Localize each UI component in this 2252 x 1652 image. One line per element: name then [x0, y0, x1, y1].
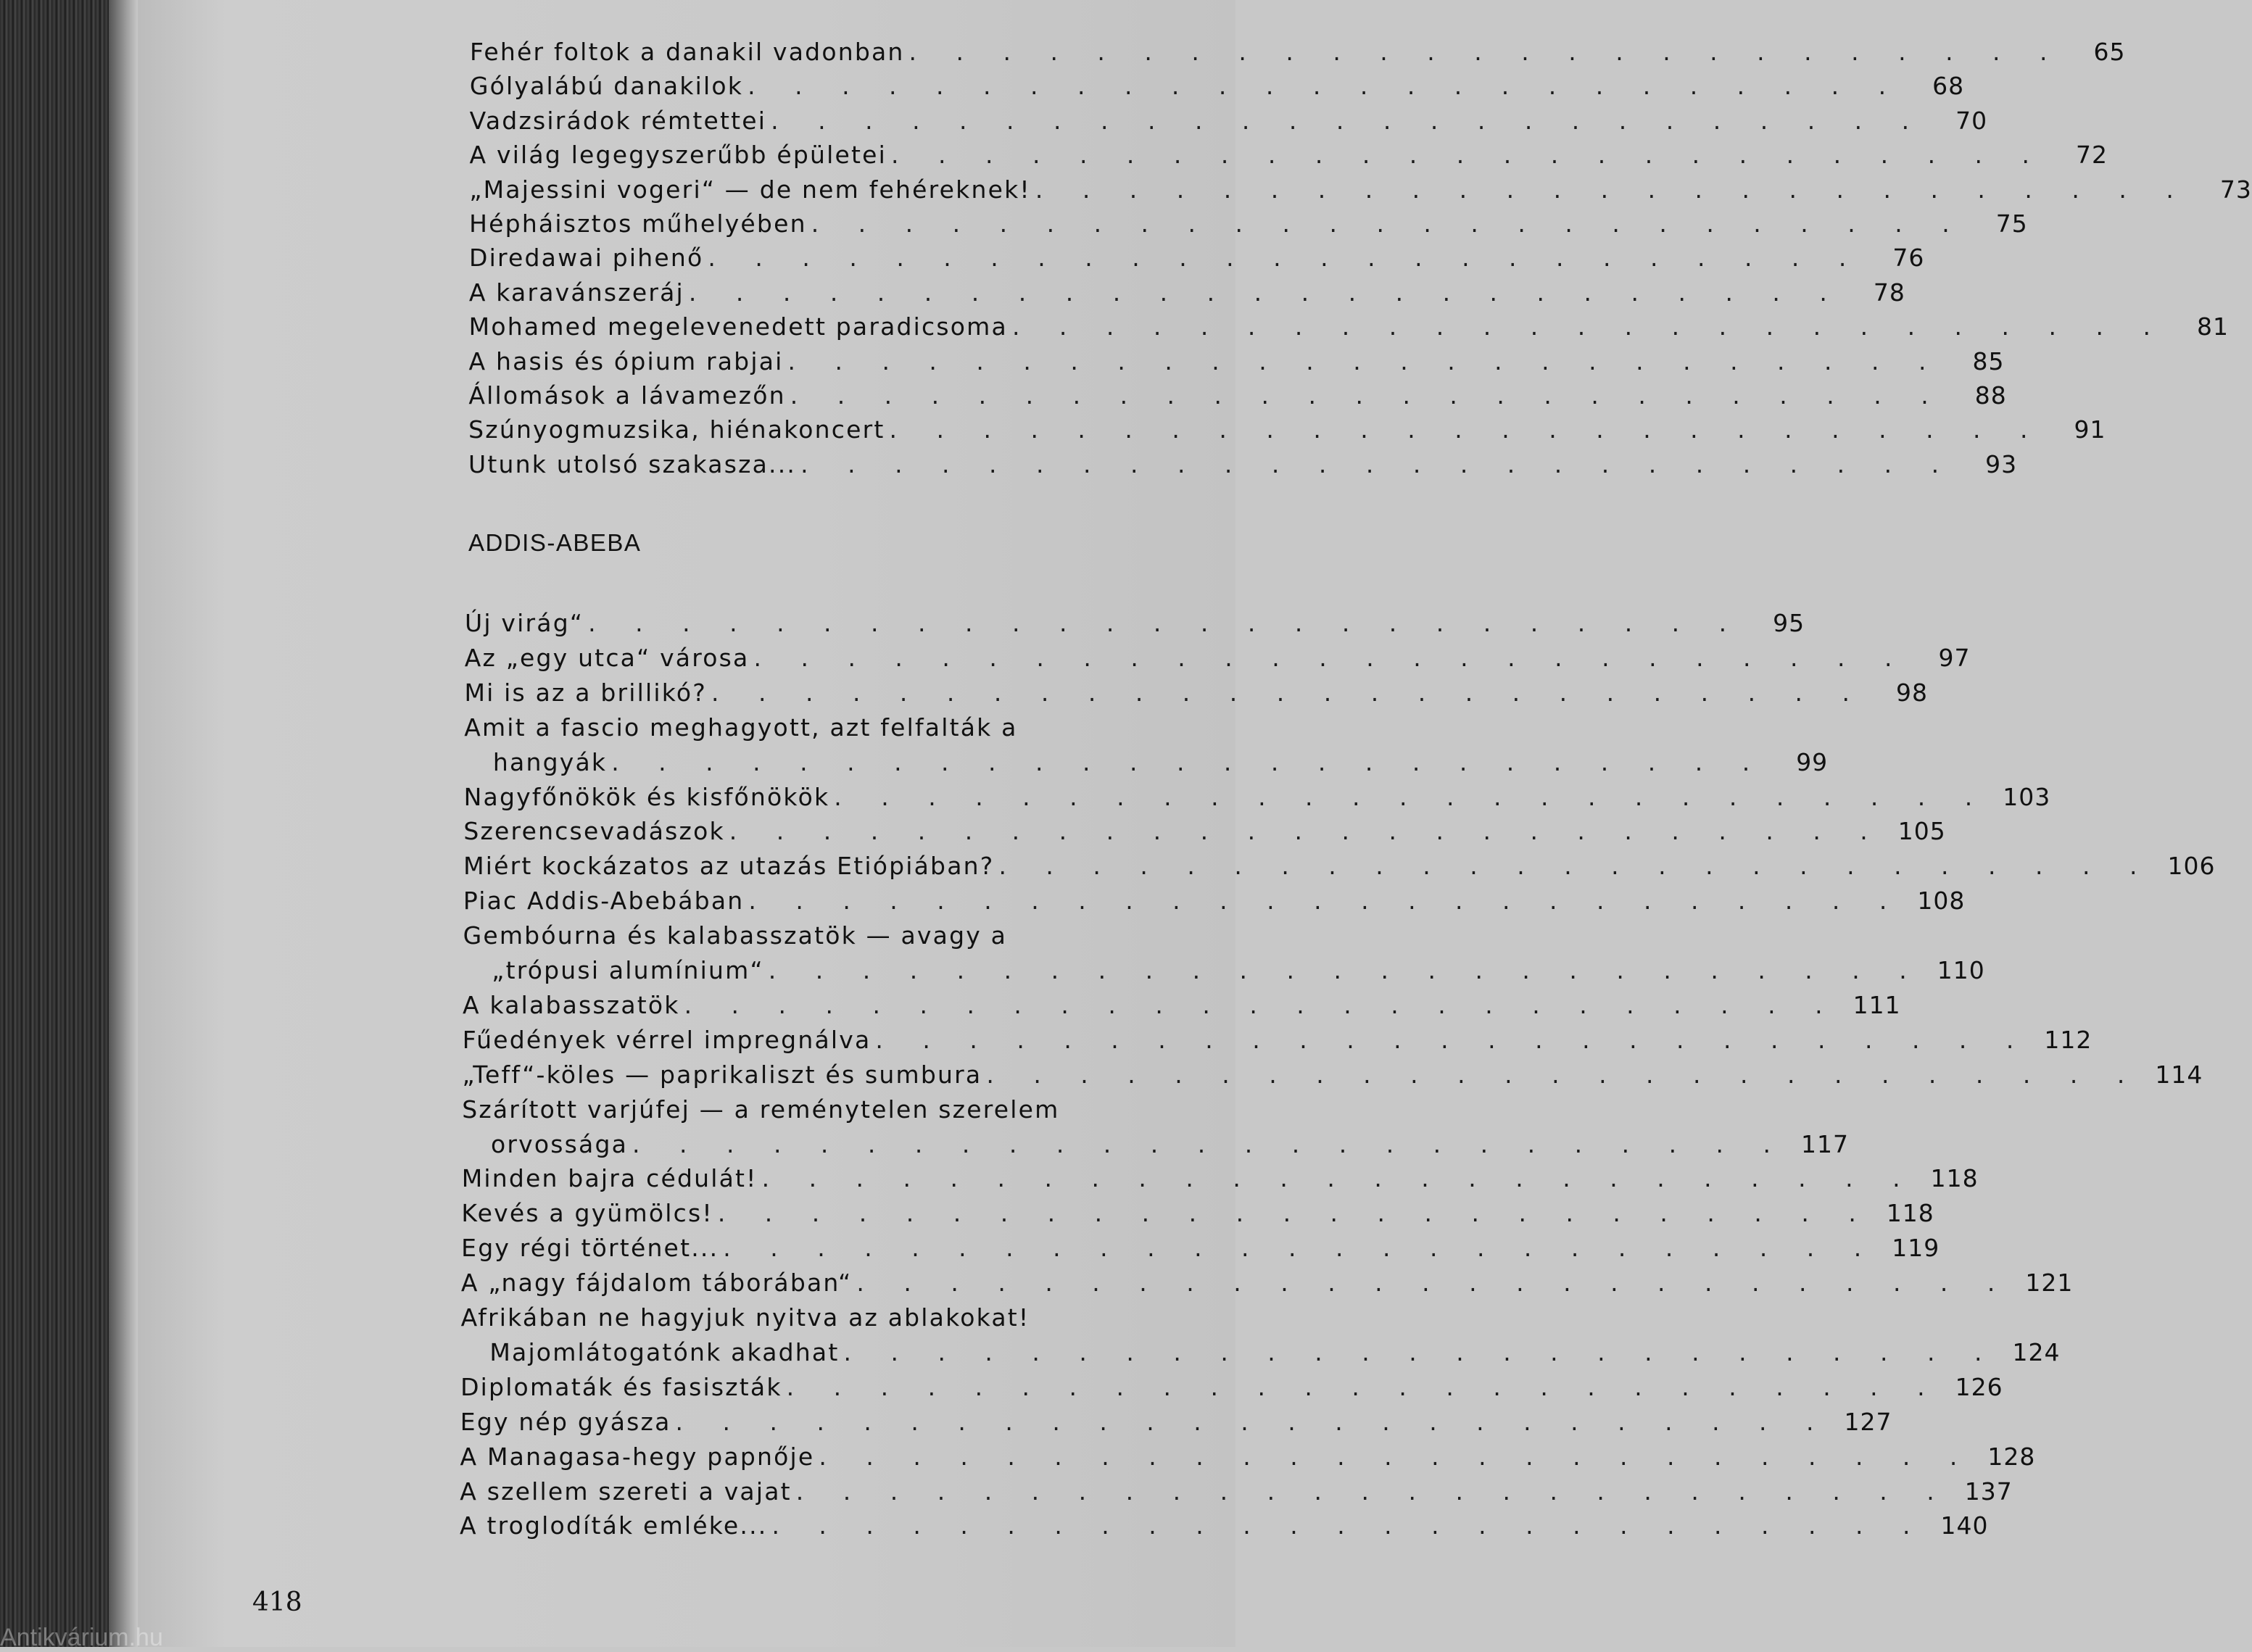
- toc-entry-page: 95: [1773, 609, 1805, 637]
- toc-entry-title: A karavánszeráj: [468, 278, 684, 307]
- toc-entry: [463, 817, 1946, 852]
- toc-entry-page: 117: [1801, 1129, 1850, 1158]
- toc-entry-page: 97: [1938, 643, 1971, 672]
- toc-entry: [470, 38, 2126, 72]
- toc-entry-title: Gembóurna és kalabasszatök — avagy a: [463, 921, 1008, 950]
- dot-leader: . . . . . . . . . . . . . . . . . . . . . . . . .: [889, 415, 2044, 444]
- toc-entry: [468, 449, 2018, 485]
- toc-entry-title: „Majessini vogeri“ — de nem fehéreknek!: [469, 175, 1031, 204]
- toc-entry-title: Utunk utolsó szakasza...: [468, 449, 797, 478]
- dot-leader: . . . . . . . . . . . . . . . . . . . . . . . . .: [632, 1129, 1787, 1158]
- dot-leader: . . . . . . . . . . . . . . . . . . . . . . . . .: [800, 449, 1955, 478]
- toc-entry: [461, 1199, 1934, 1234]
- dot-leader: . . . . . . . . . . . . . . . . . . . . . . . . .: [908, 38, 2063, 66]
- toc-entry-page: 76: [1892, 244, 1925, 273]
- dot-leader: . . . . . . . . . . . . . . . . . . . . . . . . .: [761, 1164, 1916, 1193]
- dot-leader: . . . . . . . . . . . . . . . . . . . . . . . . .: [875, 1025, 2030, 1054]
- watermark-text: Antikvárium.hu: [0, 1624, 163, 1651]
- toc-entry: [462, 1025, 2092, 1060]
- toc-entry: [463, 990, 1901, 1026]
- toc-entry-page: 103: [2003, 782, 2051, 811]
- toc-entry-page: 81: [2196, 312, 2229, 341]
- dot-leader: . . . . . . . . . . . . . . . . . . . . . . . . .: [787, 346, 1942, 375]
- toc-entry: [460, 1511, 1989, 1546]
- toc-entry-title: A Managasa-hegy papnője: [460, 1442, 815, 1471]
- toc-entry: [468, 381, 2007, 416]
- toc-entry-title: Vadzsirádok rémtettei: [469, 106, 767, 135]
- dot-leader: . . . . . . . . . . . . . . . . . . . . . . . . .: [891, 141, 2046, 170]
- dot-leader: . . . . . . . . . . . . . . . . . . . . . . . . .: [843, 1337, 1998, 1366]
- toc-entry-title: Fűedények vérrel impregnálva: [462, 1025, 872, 1054]
- toc-entry: [468, 346, 2005, 382]
- toc-entry-page: 68: [1932, 72, 1965, 101]
- dot-leader: . . . . . . . . . . . . . . . . . . . . . . . . .: [717, 1199, 1872, 1228]
- dot-leader: . . . . . . . . . . . . . . . . . . . . . . . . .: [753, 643, 1908, 672]
- toc-entry-page: 73: [2219, 175, 2252, 204]
- toc-entry: [460, 1269, 2074, 1303]
- toc-entry-title: Szárított varjúfej — a reménytelen szerelem: [462, 1095, 1060, 1124]
- toc-entry: [469, 175, 2252, 210]
- toc-entry-page: 70: [1955, 106, 1988, 135]
- toc-entry-title: Mi is az a brillikó?: [464, 678, 708, 707]
- toc-entry-page: 118: [1886, 1199, 1934, 1228]
- toc-entry-title: Piac Addis-Abebában: [463, 887, 745, 916]
- toc-entry-page: 99: [1796, 747, 1829, 776]
- dot-leader: . . . . . . . . . . . . . . . . . . . . . . . . .: [856, 1269, 2011, 1298]
- dot-leader: . . . . . . . . . . . . . . . . . . . . . . . . .: [711, 678, 1866, 707]
- dot-leader: . . . . . . . . . . . . . . . . . . . . . . . . .: [684, 990, 1839, 1019]
- toc-entry-title: Egy nép gyásza: [460, 1407, 671, 1436]
- toc-entry: [469, 106, 1988, 141]
- toc-entry: [468, 278, 1905, 313]
- toc-entry: [461, 1164, 1979, 1199]
- toc-entry: [469, 244, 1925, 278]
- dot-leader: . . . . . . . . . . . . . . . . . . . . . . . . .: [708, 244, 1863, 273]
- toc-entry: [463, 921, 1133, 956]
- toc-entry-page: 121: [2025, 1269, 2074, 1298]
- toc-entry-title: A szellem szereti a vajat: [460, 1477, 792, 1506]
- dot-leader: . . . . . . . . . . . . . . . . . . . . . . . . .: [748, 887, 1903, 916]
- toc-entry-title: Majomlátogatónk akadhat: [489, 1337, 840, 1366]
- page-number: 418: [252, 1587, 302, 1617]
- toc-entry-page: 111: [1852, 990, 1901, 1019]
- toc-entry-page: 137: [1964, 1477, 2013, 1506]
- toc-entry: [460, 1407, 1892, 1443]
- toc-entry-page: 119: [1892, 1234, 1940, 1263]
- toc-entry-page: 91: [2074, 415, 2106, 444]
- toc-entry-page: 118: [1930, 1164, 1979, 1193]
- toc-entry-title: Diplomaták és fasiszták: [460, 1372, 782, 1401]
- toc-entry: [462, 1129, 1850, 1165]
- toc-entry-title: Hépháisztos műhelyében: [469, 209, 807, 238]
- toc-entry: [464, 643, 1971, 678]
- toc-entry: [463, 852, 2216, 887]
- toc-entry: [460, 1442, 2036, 1477]
- toc-entry-title: A „nagy fájdalom táborában“: [460, 1269, 853, 1298]
- dot-leader: . . . . . . . . . . . . . . . . . . . . . . . . .: [998, 852, 2153, 881]
- toc-entry: [464, 747, 1829, 783]
- toc-entry-page: 128: [1987, 1442, 2036, 1471]
- toc-entry-page: 105: [1897, 817, 1946, 846]
- toc-entry-title: Egy régi történet...: [461, 1234, 719, 1263]
- dot-leader: . . . . . . . . . . . . . . . . . . . . . . . . .: [1035, 175, 2190, 204]
- toc-entry-page: 124: [2012, 1337, 2061, 1366]
- dot-leader: . . . . . . . . . . . . . . . . . . . . . . . . .: [748, 72, 1903, 101]
- toc-entry-page: 88: [1974, 381, 2007, 410]
- toc-entry-title: Diredawai pihenő: [469, 244, 704, 273]
- dot-leader: . . . . . . . . . . . . . . . . . . . . . . . . .: [675, 1407, 1830, 1436]
- toc-entry-title: A világ legegyszerűbb épületei: [469, 141, 887, 170]
- toc-entry: [464, 678, 1929, 713]
- toc-entry: [462, 1060, 2203, 1095]
- dot-leader: . . . . . . . . . . . . . . . . . . . . . . . . .: [986, 1060, 2141, 1089]
- toc-entry-title: hangyák: [492, 747, 608, 776]
- toc-entry: [463, 782, 2051, 818]
- dot-leader: . . . . . . . . . . . . . . . . . . . . . . . . .: [768, 956, 1923, 984]
- toc-entry: [460, 1337, 2061, 1373]
- toc-entry: [469, 141, 2108, 175]
- toc-entry-page: 65: [2093, 38, 2126, 66]
- dot-leader: . . . . . . . . . . . . . . . . . . . . . . . . .: [790, 381, 1945, 410]
- toc-entry-title: Fehér foltok a danakil vadonban: [470, 38, 905, 66]
- toc-entry-title: A hasis és ópium rabjai: [468, 346, 784, 375]
- section-heading: ADDIS-ABEBA: [468, 529, 642, 556]
- toc-entry-page: 110: [1937, 956, 1985, 984]
- dot-leader: . . . . . . . . . . . . . . . . . . . . . . . . .: [723, 1234, 1878, 1263]
- toc-entry: [468, 415, 2106, 450]
- dot-leader: . . . . . . . . . . . . . . . . . . . . . . . . .: [786, 1372, 1941, 1401]
- toc-entry-page: 108: [1917, 887, 1966, 916]
- toc-entry-title: Szerencsevadászok: [463, 817, 725, 846]
- dot-leader: . . . . . . . . . . . . . . . . . . . . . . . . .: [688, 278, 1843, 307]
- dot-leader: . . . . . . . . . . . . . . . . . . . . . . . . .: [819, 1442, 1974, 1471]
- toc-entry-title: Amit a fascio meghagyott, azt felfalták a: [464, 713, 1018, 742]
- toc-entry-page: 127: [1844, 1407, 1892, 1436]
- toc-entry-page: 140: [1940, 1511, 1989, 1540]
- toc-entry-page: 85: [1972, 346, 2005, 375]
- toc-entry: [464, 713, 1133, 748]
- toc-entry-title: Az „egy utca“ városa: [464, 643, 750, 672]
- toc-entry-page: 78: [1873, 278, 1905, 307]
- toc-entry: [468, 312, 2229, 347]
- toc-entry-title: Afrikában ne hagyjuk nyitva az ablakokat!: [460, 1303, 1030, 1332]
- toc-entry: [465, 609, 1805, 644]
- toc-entry-title: A kalabasszatök: [463, 990, 680, 1019]
- dot-leader: . . . . . . . . . . . . . . . . . . . . . . . . .: [729, 817, 1884, 846]
- dot-leader: . . . . . . . . . . . . . . . . . . . . . . . . .: [588, 609, 1743, 637]
- dot-leader: . . . . . . . . . . . . . . . . . . . . . . . . .: [795, 1477, 1950, 1506]
- toc-entry: [469, 72, 1965, 107]
- dot-leader: . . . . . . . . . . . . . . . . . . . . . . . . .: [811, 209, 1966, 238]
- toc-entry-title: Gólyalábú danakilok: [469, 72, 744, 101]
- toc-entry-page: 112: [2044, 1025, 2092, 1054]
- dot-leader: . . . . . . . . . . . . . . . . . . . . . . . . .: [834, 782, 1989, 811]
- toc-entry: [462, 1095, 1133, 1130]
- toc-entry: [460, 1477, 2013, 1512]
- toc-entry-page: 114: [2155, 1060, 2203, 1089]
- toc-entry-page: 93: [1985, 449, 2018, 478]
- dot-leader: . . . . . . . . . . . . . . . . . . . . . . . . .: [771, 1511, 1926, 1540]
- toc-entry-page: 106: [2167, 852, 2216, 881]
- toc-entry: [463, 887, 1966, 921]
- dot-leader: . . . . . . . . . . . . . . . . . . . . . . . . .: [771, 106, 1926, 135]
- toc-entry-title: Nagyfőnökök és kisfőnökök: [463, 782, 830, 811]
- toc-entry: [463, 956, 1985, 991]
- toc-entry: [469, 209, 2028, 244]
- toc-entry-title: „trópusi alumínium“: [492, 956, 764, 984]
- toc-entry: [460, 1372, 2003, 1408]
- toc-entry: [461, 1234, 1940, 1269]
- toc-entry-title: Mohamed megelevenedett paradicsoma: [468, 312, 1008, 341]
- toc-entry-page: 75: [1995, 209, 2028, 238]
- toc-entry-title: „Teff“-köles — paprikaliszt és sumbura: [462, 1060, 982, 1089]
- toc-entry: [461, 1303, 1133, 1338]
- toc-entry-title: orvossága: [490, 1129, 629, 1158]
- toc-entry-title: Minden bajra cédulát!: [461, 1164, 758, 1193]
- dot-leader: . . . . . . . . . . . . . . . . . . . . . . . . .: [1011, 312, 2166, 341]
- toc-entry-title: A troglodíták emléke...: [460, 1511, 768, 1540]
- toc-entry-title: Új virág“: [465, 609, 584, 637]
- toc-entry-title: Állomások a lávamezőn: [468, 381, 786, 410]
- toc-entry-page: 98: [1896, 678, 1929, 707]
- toc-entry-page: 126: [1955, 1372, 2003, 1401]
- toc-entry-title: Miért kockázatos az utazás Etiópiában?: [463, 852, 995, 881]
- toc-entry-title: Kevés a gyümölcs!: [461, 1199, 713, 1228]
- toc-entry-title: Szúnyogmuzsika, hiénakoncert: [468, 415, 885, 444]
- toc-entry-page: 72: [2076, 141, 2108, 170]
- dot-leader: . . . . . . . . . . . . . . . . . . . . . . . . .: [611, 747, 1766, 776]
